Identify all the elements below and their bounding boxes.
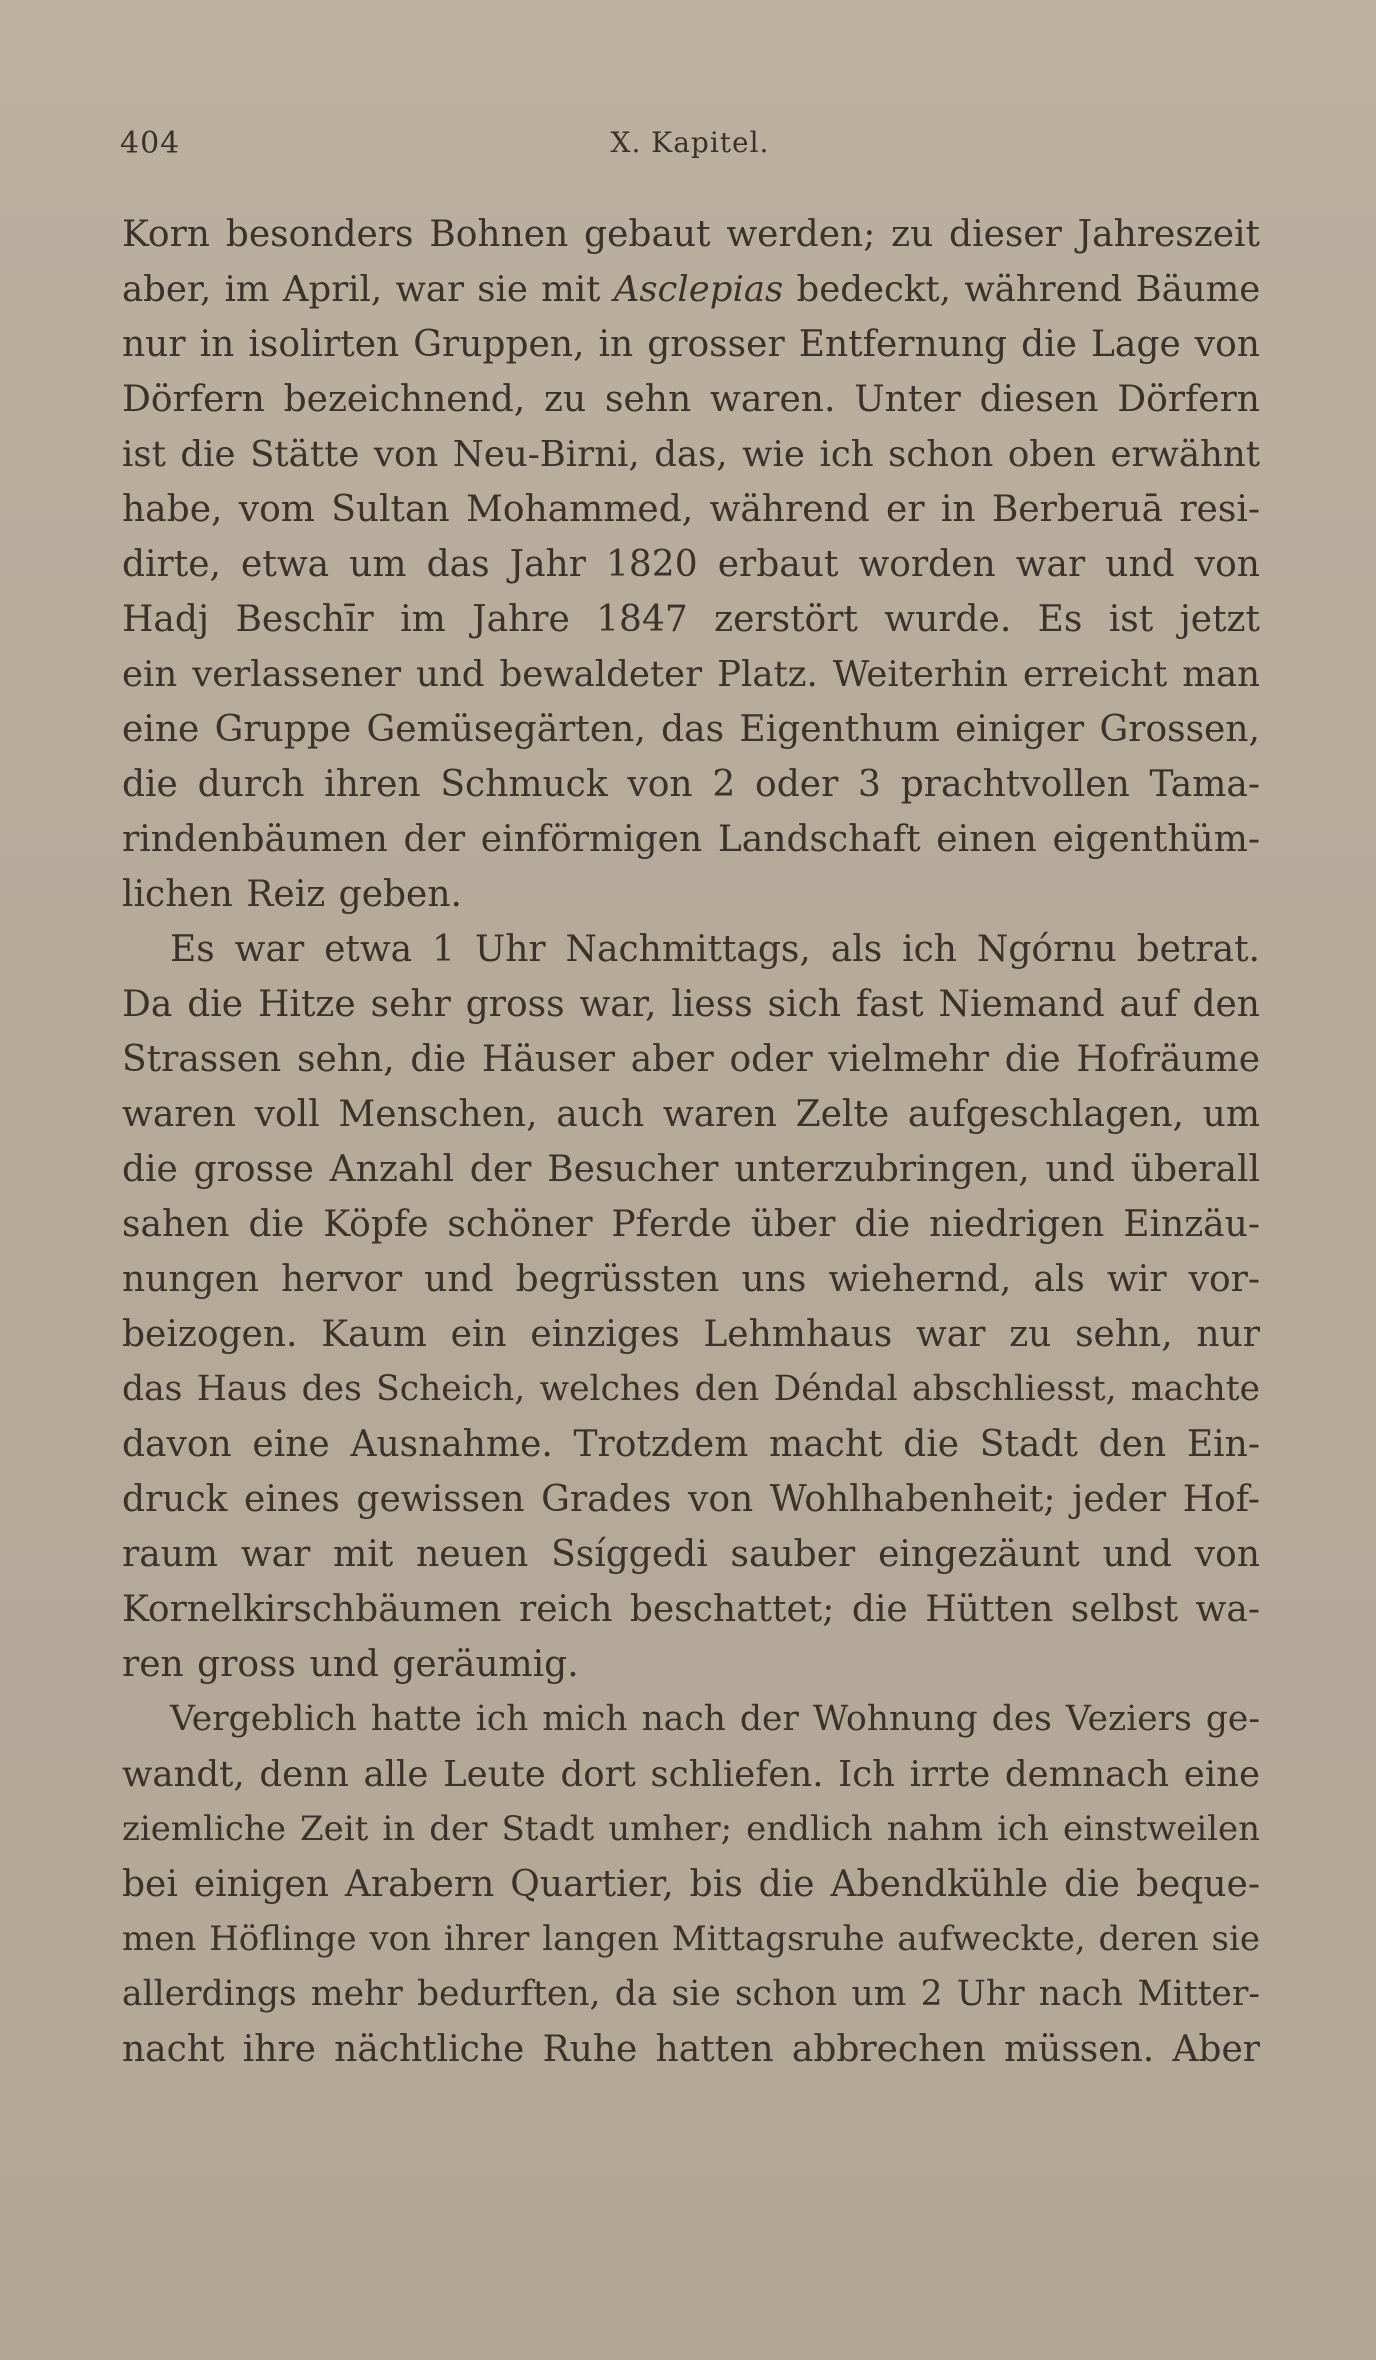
text-line: Strassen sehn, die Häuser aber oder vielmehr die Hofräume	[122, 1039, 1260, 1080]
page-number: 404	[120, 126, 181, 161]
text-line	[122, 262, 1260, 317]
text-line: ist die Stätte von Neu-Birni, das, wie ich schon oben erwähnt	[122, 434, 1260, 475]
text-line: Hadj Beschīr im Jahre 1847 zerstört wurde. Es ist jetzt	[122, 599, 1260, 640]
text-line: Dörfern bezeichnend, zu sehn waren. Unter diesen Dörfern	[122, 379, 1260, 420]
text-line: die grosse Anzahl der Besucher unterzubringen, und überall	[122, 1149, 1260, 1190]
text-line: sahen die Köpfe schöner Pferde über die niedrigen Einzäu-	[122, 1204, 1260, 1245]
text-line: davon eine Ausnahme. Trotzdem macht die Stadt den Ein-	[122, 1424, 1260, 1465]
text-line: rindenbäumen der einförmigen Landschaft einen eigenthüm-	[122, 819, 1260, 860]
text-line: Vergeblich hatte ich mich nach der Wohnung des Veziers ge-	[170, 1699, 1260, 1739]
text-line: ziemliche Zeit in der Stadt umher; endlich nahm ich einstweilen	[122, 1809, 1260, 1849]
text-line: eine Gruppe Gemüsegärten, das Eigenthum einiger Grossen,	[122, 709, 1260, 750]
text-line: Kornelkirschbäumen reich beschattet; die Hütten selbst wa-	[122, 1589, 1260, 1630]
text-line: allerdings mehr bedurften, da sie schon um 2 Uhr nach Mitter-	[122, 1974, 1260, 2014]
paragraph	[122, 1692, 1260, 2077]
text-line: habe, vom Sultan Mohammed, während er in Berberuā resi-	[122, 489, 1260, 530]
text-line: nur in isolirten Gruppen, in grosser Entfernung die Lage von	[122, 324, 1260, 365]
text-line: ren gross und geräumig.	[122, 1644, 579, 1685]
text-line: beizogen. Kaum ein einziges Lehmhaus war zu sehn, nur	[122, 1314, 1260, 1355]
text-line: men Höflinge von ihrer langen Mittagsruhe aufweckte, deren sie	[122, 1919, 1260, 1959]
text-line: lichen Reiz geben.	[122, 874, 462, 915]
text-segment: bedeckt, während Bäume	[783, 269, 1261, 310]
text-line: die durch ihren Schmuck von 2 oder 3 prachtvollen Tama-	[122, 764, 1260, 805]
text-line: druck eines gewissen Grades von Wohlhabenheit; jeder Hof-	[122, 1479, 1260, 1520]
text-line: nacht ihre nächtliche Ruhe hatten abbrechen müssen. Aber	[122, 2029, 1260, 2070]
text-line: wandt, denn alle Leute dort schliefen. Ich irrte demnach eine	[122, 1754, 1260, 1795]
paragraph	[122, 922, 1260, 1692]
text-line: Da die Hitze sehr gross war, liess sich fast Niemand auf den	[122, 984, 1260, 1025]
body-text	[122, 207, 1260, 2077]
paragraph	[122, 207, 1260, 922]
text-line: das Haus des Scheich, welches den Déndal abschliesst, machte	[122, 1369, 1260, 1409]
text-line: dirte, etwa um das Jahr 1820 erbaut worden war und von	[122, 544, 1260, 585]
text-line: Korn besonders Bohnen gebaut werden; zu dieser Jahreszeit	[122, 214, 1260, 255]
text-line: Es war etwa 1 Uhr Nachmittags, als ich Ngórnu betrat.	[170, 929, 1260, 970]
text-line: bei einigen Arabern Quartier, bis die Abendkühle die beque-	[122, 1864, 1260, 1905]
text-segment: aber, im April, war sie mit	[122, 269, 614, 310]
text-line: raum war mit neuen Ssíggedi sauber eingezäunt und von	[122, 1534, 1260, 1575]
text-line: waren voll Menschen, auch waren Zelte aufgeschlagen, um	[122, 1094, 1260, 1135]
text-line: nungen hervor und begrüssten uns wiehernd, als wir vor-	[122, 1259, 1260, 1300]
italic-term: Asclepias	[613, 269, 784, 310]
text-line: ein verlassener und bewaldeter Platz. Weiterhin erreicht man	[122, 654, 1260, 695]
running-head: X. Kapitel.	[610, 126, 770, 159]
page-header	[120, 126, 1260, 176]
